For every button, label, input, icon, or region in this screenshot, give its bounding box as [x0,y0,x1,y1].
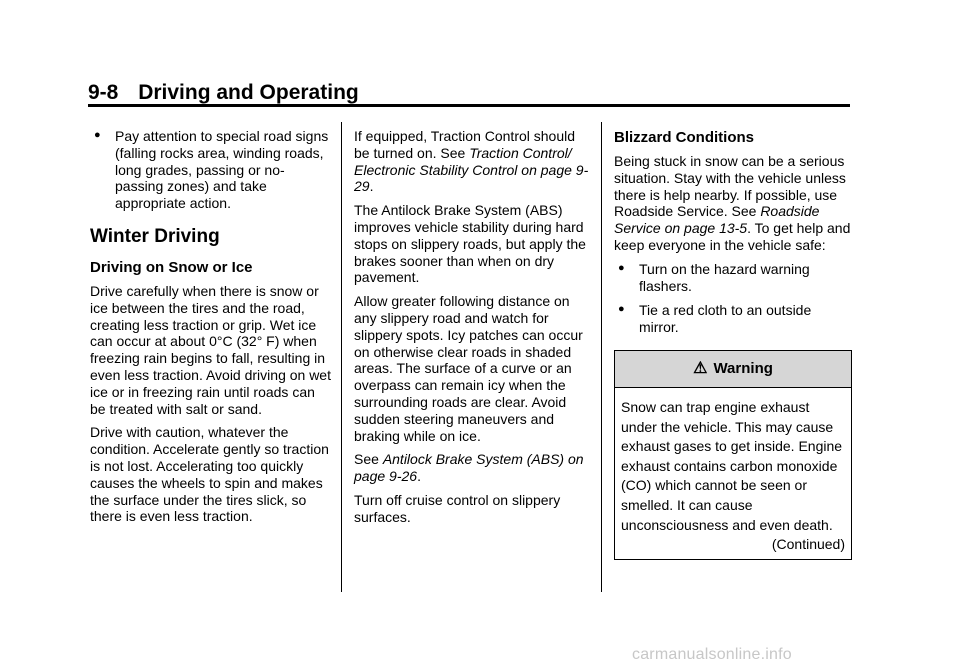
paragraph [354,128,594,195]
page-number: 9-8 [88,81,119,104]
subheading-snow-ice: Driving on Snow or Ice [90,258,253,276]
heading-winter-driving: Winter Driving [90,225,220,247]
bullet-icon: ● [618,303,625,316]
cross-reference-link[interactable]: Traction Control/ Electronic Stability Control on page 9-29 [354,144,589,195]
column-2 [354,128,594,533]
column-divider-1 [341,122,342,592]
column-divider-2 [601,122,602,592]
paragraph [614,153,854,254]
paragraph-text: If equipped, Traction Control should be turned on. See [354,128,576,161]
section-title: Driving and Operating [138,81,359,104]
continued-label: (Continued) [771,536,845,553]
bullet-text: Pay attention to special road signs (falling rocks area, winding roads, long grades, passing or no-passing zones) and take appropriate action. [115,128,329,212]
warning-header [615,351,851,388]
heading-blizzard-conditions: Blizzard Conditions [614,129,754,146]
bullet-text: Tie a red cloth to an outside mirror. [639,302,812,336]
paragraph [354,451,594,485]
bullet-item [614,302,854,336]
paragraph-end: . To get help and keep everyone in the vehicle safe: [614,220,851,253]
paragraph: The Antilock Brake System (ABS) improves vehicle stability during hard stops on slippery roads, but apply the brakes sooner than when on dry pavement. [354,202,586,286]
column-1 [90,128,332,532]
paragraph-end: . [369,178,374,195]
paragraph: Drive with caution, whatever the condition. Accelerate gently so traction is not lost. Accelerating too quickly causes the wheels to spin and makes the surface under the tires slick, so there is even less traction. [90,424,329,525]
paragraph-end: . [417,468,421,485]
paragraph: Turn off cruise control on slippery surfaces. [354,491,561,525]
paragraph: Drive carefully when there is snow or ice between the tires and the road, creating less traction or grip. Wet ice can occur at about 0°C (32° F) when freezing rain begins to fall, resulting in even less traction. Avoid driving on wet ice or in freezing rain until roads can be treated with salt or sand. [90,282,331,417]
bullet-text: Turn on the hazard warning flashers. [639,260,810,294]
warning-title: Warning [713,359,773,377]
column-3 [614,128,854,560]
paragraph-text: Being stuck in snow can be a serious situation. Stay with the vehicle unless there is help nearby. If possible, use Roadside Service. See [614,153,846,220]
bullet-icon: ● [618,261,625,274]
page-header [88,80,359,106]
bullet-item [90,128,332,212]
header-rule [88,104,850,107]
paragraph-text: See [354,451,383,468]
warning-box [614,350,852,560]
bullet-item [614,261,854,295]
warning-body [615,388,851,559]
cross-reference-link[interactable]: Roadside Service on page 13-5 [614,203,820,237]
paragraph: Allow greater following distance on any slippery road and watch for slippery spots. Icy patches can occur on otherwise clear roads in shaded areas. The surface of a curve or an overpass can remain icy when the surrounding roads are clear. Avoid sudden steering maneuvers and braking while on ice. [354,293,583,444]
watermark: carmanualsonline.info [632,646,792,663]
warning-icon: ⚠ [693,359,708,377]
cross-reference-link[interactable]: Antilock Brake System (ABS) on page 9-26 [354,451,584,485]
bullet-icon: ● [94,129,101,141]
warning-text: Snow can trap engine exhaust under the vehicle. This may cause exhaust gases to get inside. Engine exhaust contains carbon monoxide (CO) which cannot be seen or smelled. It can cause unconsciousness and even death. [621,398,843,533]
